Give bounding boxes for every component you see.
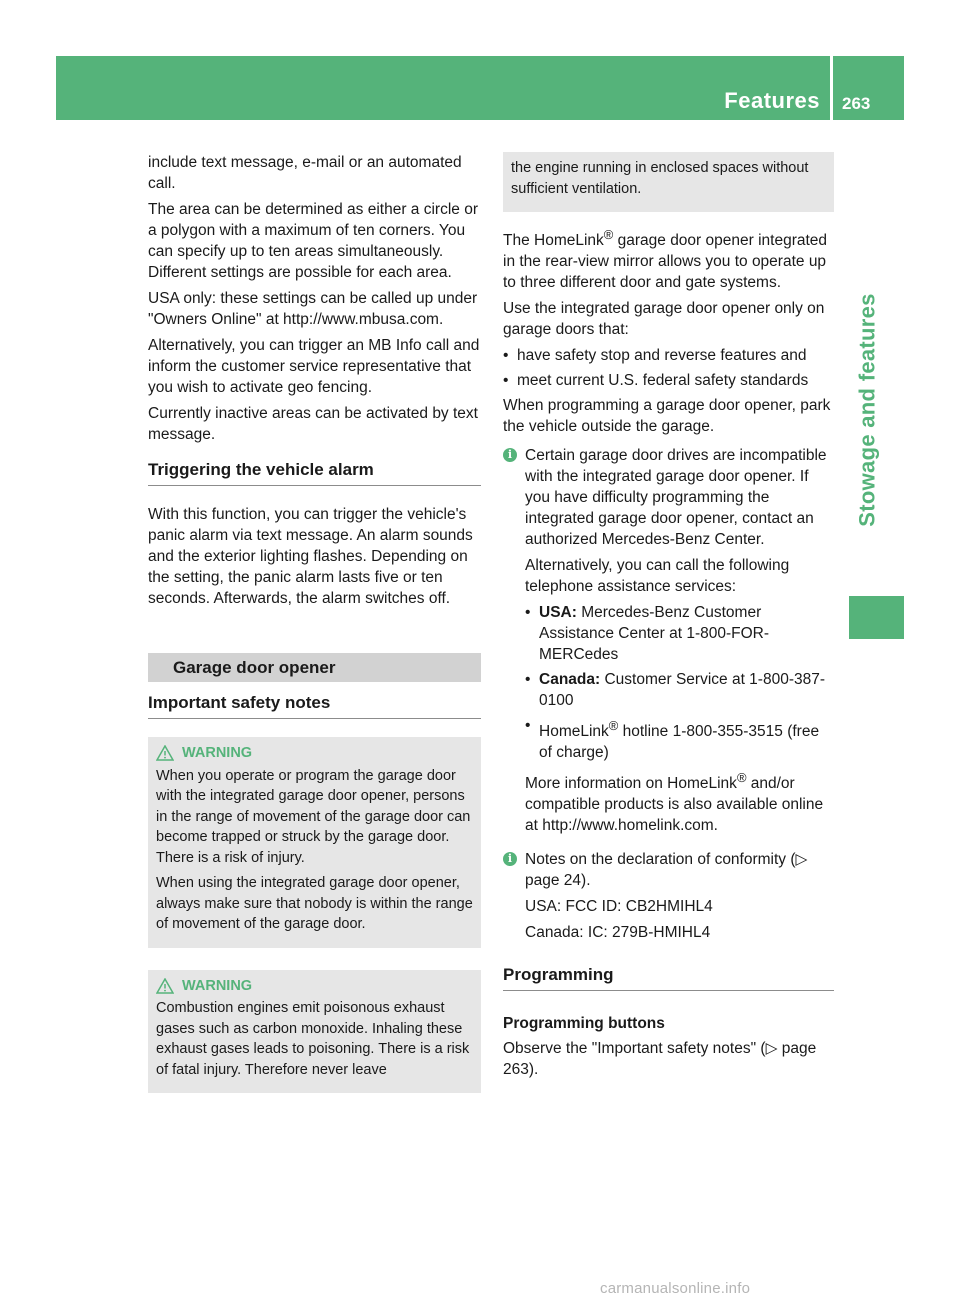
page-number: 263 (842, 94, 871, 113)
list-item (503, 345, 834, 366)
list-item-text: have safety stop and reverse features and (517, 347, 807, 365)
paragraph: Currently inactive areas can be activated by text message. (148, 405, 478, 443)
paragraph (503, 1038, 834, 1080)
page-section-title: Features (724, 88, 820, 113)
paragraph (525, 767, 834, 836)
warning-box (148, 970, 481, 1094)
side-tab-marker (849, 596, 904, 639)
side-tab (848, 230, 888, 590)
right-column (503, 152, 834, 1085)
list-item-text (539, 715, 834, 763)
paragraph: USA: FCC ID: CB2HMIHL4 (525, 898, 713, 916)
list-item (503, 370, 834, 391)
paragraph (525, 849, 834, 891)
info-icon: i (503, 448, 517, 462)
warning-text: When using the integrated garage door opener, always make sure that nobody is within the range of movement of the garage door. (156, 875, 473, 932)
paragraph: include text message, e-mail or an automated call. (148, 154, 462, 192)
warning-triangle-icon (156, 745, 174, 761)
page-reference-link[interactable]: page 263). (503, 1040, 817, 1079)
warning-label: WARNING (182, 977, 253, 994)
bullet-marker: • (503, 372, 509, 390)
paragraph: Alternatively, you can call the following telephone assistance services: (525, 557, 790, 596)
left-column (148, 152, 481, 1093)
warning-header (156, 743, 473, 764)
text-run: HomeLink (539, 723, 609, 741)
warning-triangle-icon (156, 978, 174, 994)
text-run: The HomeLink (503, 232, 604, 250)
section-title-garage-door-opener: Garage door opener (148, 653, 481, 682)
header-divider (830, 56, 833, 120)
info-note (503, 445, 834, 841)
bullet-marker: • (525, 671, 531, 689)
text-run: hotline 1-800-355-3515 (free of charge) (539, 723, 820, 762)
heading-vehicle-alarm: Triggering the vehicle alarm (148, 459, 481, 486)
paragraph: The area can be determined as either a circle or a polygon with a maximum of ten corners. You can specify up to ten areas simultaneously. Different settings are possible for each area. (148, 201, 478, 281)
text-run: Customer Service at 1-800-387-0100 (539, 671, 826, 710)
info-note-body (525, 445, 834, 841)
list-item (525, 669, 834, 711)
paragraph (503, 224, 834, 293)
list-item (525, 602, 834, 665)
bullet-marker: • (525, 717, 531, 735)
list-item-text (539, 669, 834, 711)
registered-mark: ® (736, 770, 747, 786)
text-run: Mercedes-Benz Customer Assistance Center at 1-800-FOR-MERCedes (539, 604, 770, 664)
list-item-text (539, 602, 834, 665)
heading-programming-buttons: Programming buttons (503, 1015, 665, 1033)
warning-box (148, 737, 481, 948)
label-canada: Canada: (539, 671, 601, 689)
paragraph: Canada: IC: 279B-HMIHL4 (525, 924, 711, 942)
label-usa: USA: (539, 604, 577, 622)
page-ref-arrow-icon: ▷ (795, 851, 808, 869)
paragraph: Certain garage door drives are incompatible with the integrated garage door opener. If you have difficulty programming the integrated garage door opener, contact an authorized Mercedes-Benz Center. (525, 447, 827, 549)
warning-text: the engine running in enclosed spaces without sufficient ventilation. (511, 160, 809, 197)
side-tab-label: Stowage and features (855, 293, 881, 527)
info-icon: i (503, 852, 517, 866)
paragraph: Alternatively, you can trigger an MB Info call and inform the customer service representative that you wish to activate geo fencing. (148, 337, 480, 396)
page-reference-link[interactable]: page 24). (525, 872, 591, 890)
warning-label: WARNING (182, 745, 253, 761)
registered-mark: ® (608, 718, 619, 734)
heading-safety-notes: Important safety notes (148, 692, 481, 719)
warning-text: When you operate or program the garage door with the integrated garage door opener, persons in the range of movement of the garage door can become trapped or struck by the garage door. There is a risk of injury. (156, 767, 471, 866)
paragraph: USA only: these settings can be called up under "Owners Online" at http://www.mbusa.com. (148, 290, 478, 328)
list-item-text: meet current U.S. federal safety standards (517, 372, 809, 390)
text-run: More information on HomeLink (525, 775, 737, 793)
bullet-marker: • (503, 347, 509, 365)
watermark: carmanualsonline.info (600, 1280, 751, 1297)
warning-text: Combustion engines emit poisonous exhaust gases such as carbon monoxide. Inhaling these exhaust gases leads to poisoning. There is a risk of fatal injury. Therefore never leave (156, 1000, 470, 1078)
paragraph: Use the integrated garage door opener only on garage doors that: (503, 300, 825, 339)
info-note-body (525, 849, 834, 948)
paragraph: With this function, you can trigger the vehicle's panic alarm via text message. An alarm sounds and the exterior lighting flashes. Depending on the setting, the panic alarm lasts five or ten seconds. Afterwards, the alarm switches off. (148, 506, 473, 607)
list-item (525, 715, 834, 763)
info-note (503, 849, 834, 948)
text-run: Notes on the declaration of conformity ( (525, 851, 796, 869)
page-ref-arrow-icon: ▷ (765, 1040, 778, 1058)
text-run: garage door opener integrated in the rear-view mirror allows you to operate up to three different door and gate systems. (503, 232, 828, 292)
paragraph: When programming a garage door opener, park the vehicle outside the garage. (503, 397, 831, 436)
text-run: Observe the "Important safety notes" ( (503, 1040, 766, 1058)
warning-header (156, 976, 473, 997)
text-run: and/or compatible products is also available online at http://www.homelink.com. (525, 775, 824, 835)
registered-mark: ® (603, 227, 614, 242)
heading-programming: Programming (503, 964, 834, 991)
bullet-marker: • (525, 604, 531, 622)
warning-box-continued (503, 152, 834, 212)
